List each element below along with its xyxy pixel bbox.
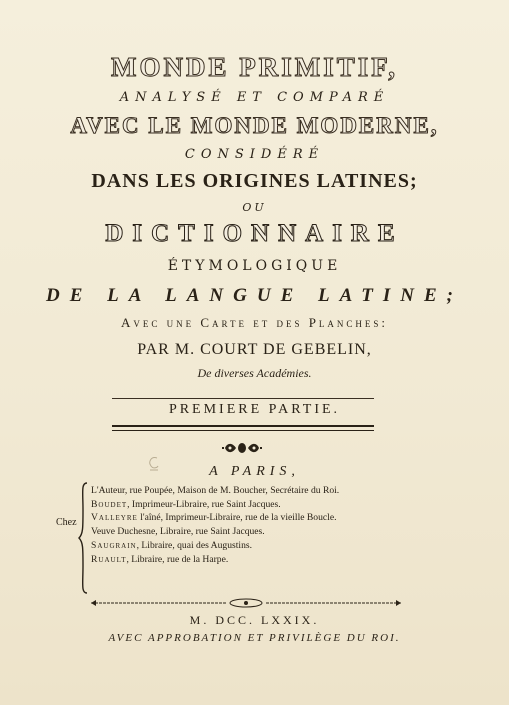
subtitle-analyse: ANALYSÉ ET COMPARÉ [119,90,390,105]
year-line: M. DCC. LXXIX. [189,613,320,627]
subtitle-origines: DANS LES ORIGINES LATINES; [91,170,418,192]
academies-line: De diverses Académies. [197,366,312,380]
part-heading: PREMIERE PARTIE. [168,402,341,417]
book-title: MONDE PRIMITIF, [110,52,398,82]
publisher-list [91,484,339,566]
list-item: Ruault, Libraire, rue de la Harpe. [91,553,229,565]
list-item: Saugrain, Libraire, quai des Augustins. [91,539,252,551]
subtitle-ou: OU [242,201,267,214]
list-item: Veuve Duchesne, Libraire, rue Saint Jacques. [91,526,265,538]
list-item: Valleyre l'aîné, Imprimeur-Libraire, rue de la vieille Boucle. [91,512,337,524]
ornamental-rule [91,598,401,608]
city-line: A PARIS, [209,464,300,479]
etymologique-heading: ÉTYMOLOGIQUE [167,258,342,274]
privilege-line: AVEC APPROBATION ET PRIVILÈGE DU ROI. [108,632,401,644]
curly-brace-icon [78,482,88,594]
double-rule [112,425,374,431]
list-item: Boudet, Imprimeur-Libraire, rue Saint Jacques. [91,498,281,510]
carte-planches-line: Avec une Carte et des Planches: [120,315,389,330]
top-rule [112,398,374,399]
subtitle-monde-moderne: AVEC LE MONDE MODERNE, [70,113,439,138]
dictionnaire-heading: DICTIONNAIRE [105,220,404,247]
list-item: L'Auteur, rue Poupée, Maison de M. Boucher, Secrétaire du Roi. [91,485,340,496]
subtitle-considere: CONSIDÉRÉ [184,147,325,162]
langue-latine-heading: DE LA LANGUE LATINE; [46,285,463,306]
author-line: PAR M. COURT DE GEBELIN, [137,341,372,358]
chez-label: Chez [56,517,77,528]
printer-ornament-icon [222,440,262,456]
